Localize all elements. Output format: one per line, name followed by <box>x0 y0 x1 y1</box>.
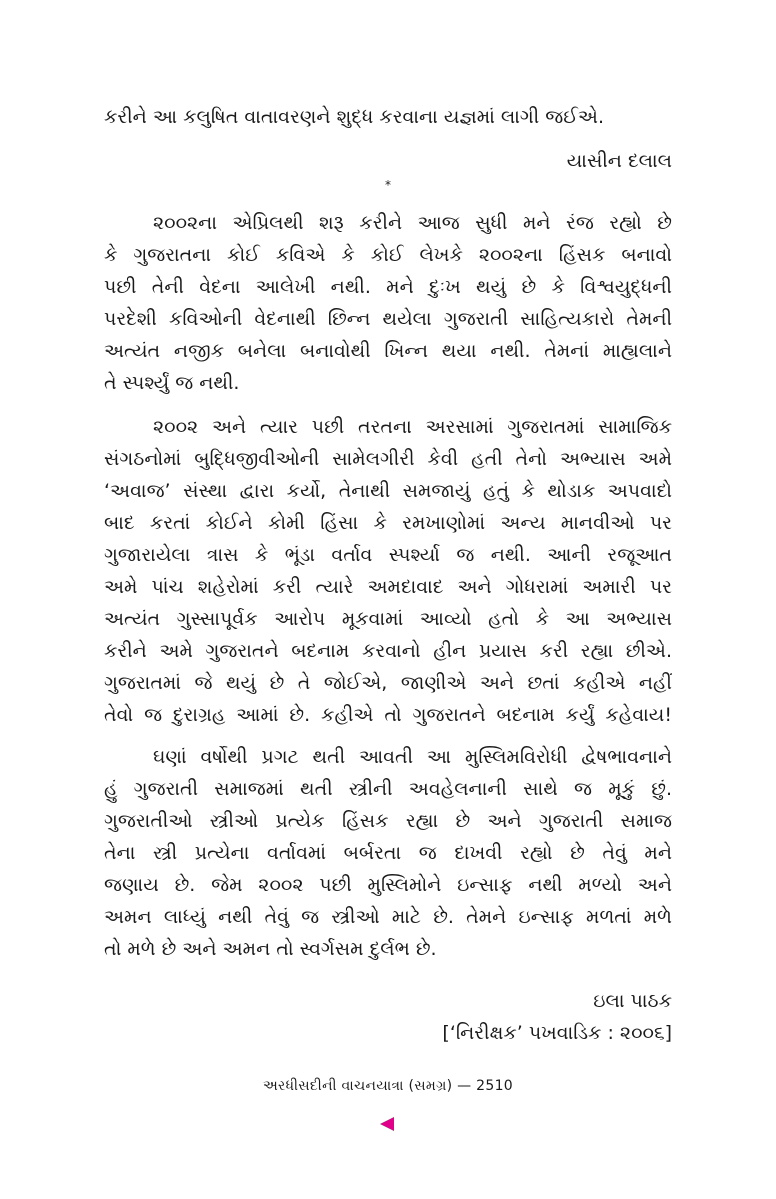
intro-line: કરીને આ કલુષિત વાતાવરણને શુદ્ધ કરવાના યજ્ઞમાં લાગી જઈએ. <box>104 106 605 128</box>
text-line: તો મળે છે અને અમન તો સ્વર્ગસમ દુર્લભ છે. <box>104 938 437 960</box>
text-line: તે સ્પર્શ્યું જ નથી. <box>104 372 240 394</box>
text-line: પરદેશી કવિઓની વેદનાથી છિન્ન થયેલા ગુજરાતી સાહિત્યકારો તેમની <box>104 308 672 330</box>
previous-page-arrow-icon[interactable] <box>380 1117 394 1131</box>
text-line: ગુજરાતીઓ સ્ત્રીઓ પ્રત્યેક હિંસક રહ્યા છે અને ગુજરાતી સમાજ <box>104 810 672 832</box>
text-line: અત્યંત નજીક બનેલા બનાવોથી ખિન્ન થયા નથી. તેમનાં માહ્યલાને <box>104 340 672 362</box>
text-line: તેના સ્ત્રી પ્રત્યેના વર્તાવમાં બર્બરતા જ દાખવી રહ્યો છે તેવું મને <box>104 842 672 864</box>
section-separator: * <box>385 178 391 192</box>
text-line: ઘણાં વર્ષોથી પ્રગટ થતી આવતી આ મુસ્લિમવિરોધી દ્વેષભાવનાને <box>153 746 672 768</box>
text-line: જણાય છે. જેમ ૨૦૦૨ પછી મુસ્લિમોને ઇન્સાફ નથી મળ્યો અને <box>104 874 672 896</box>
text-line: સંગઠનોમાં બુદ્ધિજીવીઓની સામેલગીરી કેવી હતી તેનો અભ્યાસ અમે <box>104 448 672 470</box>
text-line: ગુજારાયેલા ત્રાસ કે ભૂંડા વર્તાવ સ્પર્શ્યા જ નથી. આની રજૂઆત <box>104 544 672 566</box>
text-line: અમે પાંચ શહેરોમાં કરી ત્યારે અમદાવાદ અને ગોધરામાં અમારી પર <box>104 576 672 598</box>
text-line: પછી તેની વેદના આલેખી નથી. મને દુઃખ થયું છે કે વિશ્વયુદ્ધની <box>104 276 672 298</box>
text-line: કરીને અમે ગુજરાતને બદનામ કરવાનો હીન પ્રયાસ કરી રહ્યા છીએ. <box>104 640 672 662</box>
author-ila-pathak: ઇલા પાઠક <box>593 990 672 1012</box>
text-line: ગુજરાતમાં જે થયું છે તે જોઈએ, જાણીએ અને છતાં કહીએ નહીં <box>104 672 672 694</box>
text-line: બાદ કરતાં કોઈને કોમી હિંસા કે રમખાણોમાં અન્ય માનવીઓ પર <box>104 512 672 534</box>
author-yasin-dalal: યાસીન દલાલ <box>566 150 672 172</box>
text-line: ૨૦૦૨ના એપ્રિલથી શરૂ કરીને આજ સુધી મને રંજ રહ્યો છે <box>153 212 672 234</box>
text-line: કે ગુજરાતના કોઈ કવિએ કે કોઈ લેખકે ૨૦૦૨ના હિંસક બનાવો <box>104 244 672 266</box>
text-line: ‘અવાજ’ સંસ્થા દ્વારા કર્યો, તેનાથી સમજાયું હતું કે થોડાક અપવાદો <box>104 480 672 502</box>
text-line: અત્યંત ગુસ્સાપૂર્વક આરોપ મૂકવામાં આવ્યો હતો કે આ અભ્યાસ <box>104 608 672 630</box>
text-line: તેવો જ દુરાગ્રહ આમાં છે. કહીએ તો ગુજરાતને બદનામ કર્યું કહેવાય! <box>104 704 672 726</box>
source-citation: [‘નિરીક્ષક’ પખવાડિક : ૨૦૦૬] <box>442 1022 672 1044</box>
text-line: અમન લાધ્યું નથી તેવું જ સ્ત્રીઓ માટે છે. તેમને ઇન્સાફ મળતાં મળે <box>104 906 672 928</box>
page-footer: અરધીસદીની વાચનયાત્રા (સમગ્ર) — 2510 <box>262 1078 514 1094</box>
text-line: હું ગુજરાતી સમાજમાં થતી સ્ત્રીની અવહેલનાની સાથે જ મૂકું છું. <box>104 778 672 800</box>
text-line: ૨૦૦૨ અને ત્યાર પછી તરતના અરસામાં ગુજરાતમાં સામાજિક <box>153 416 672 438</box>
